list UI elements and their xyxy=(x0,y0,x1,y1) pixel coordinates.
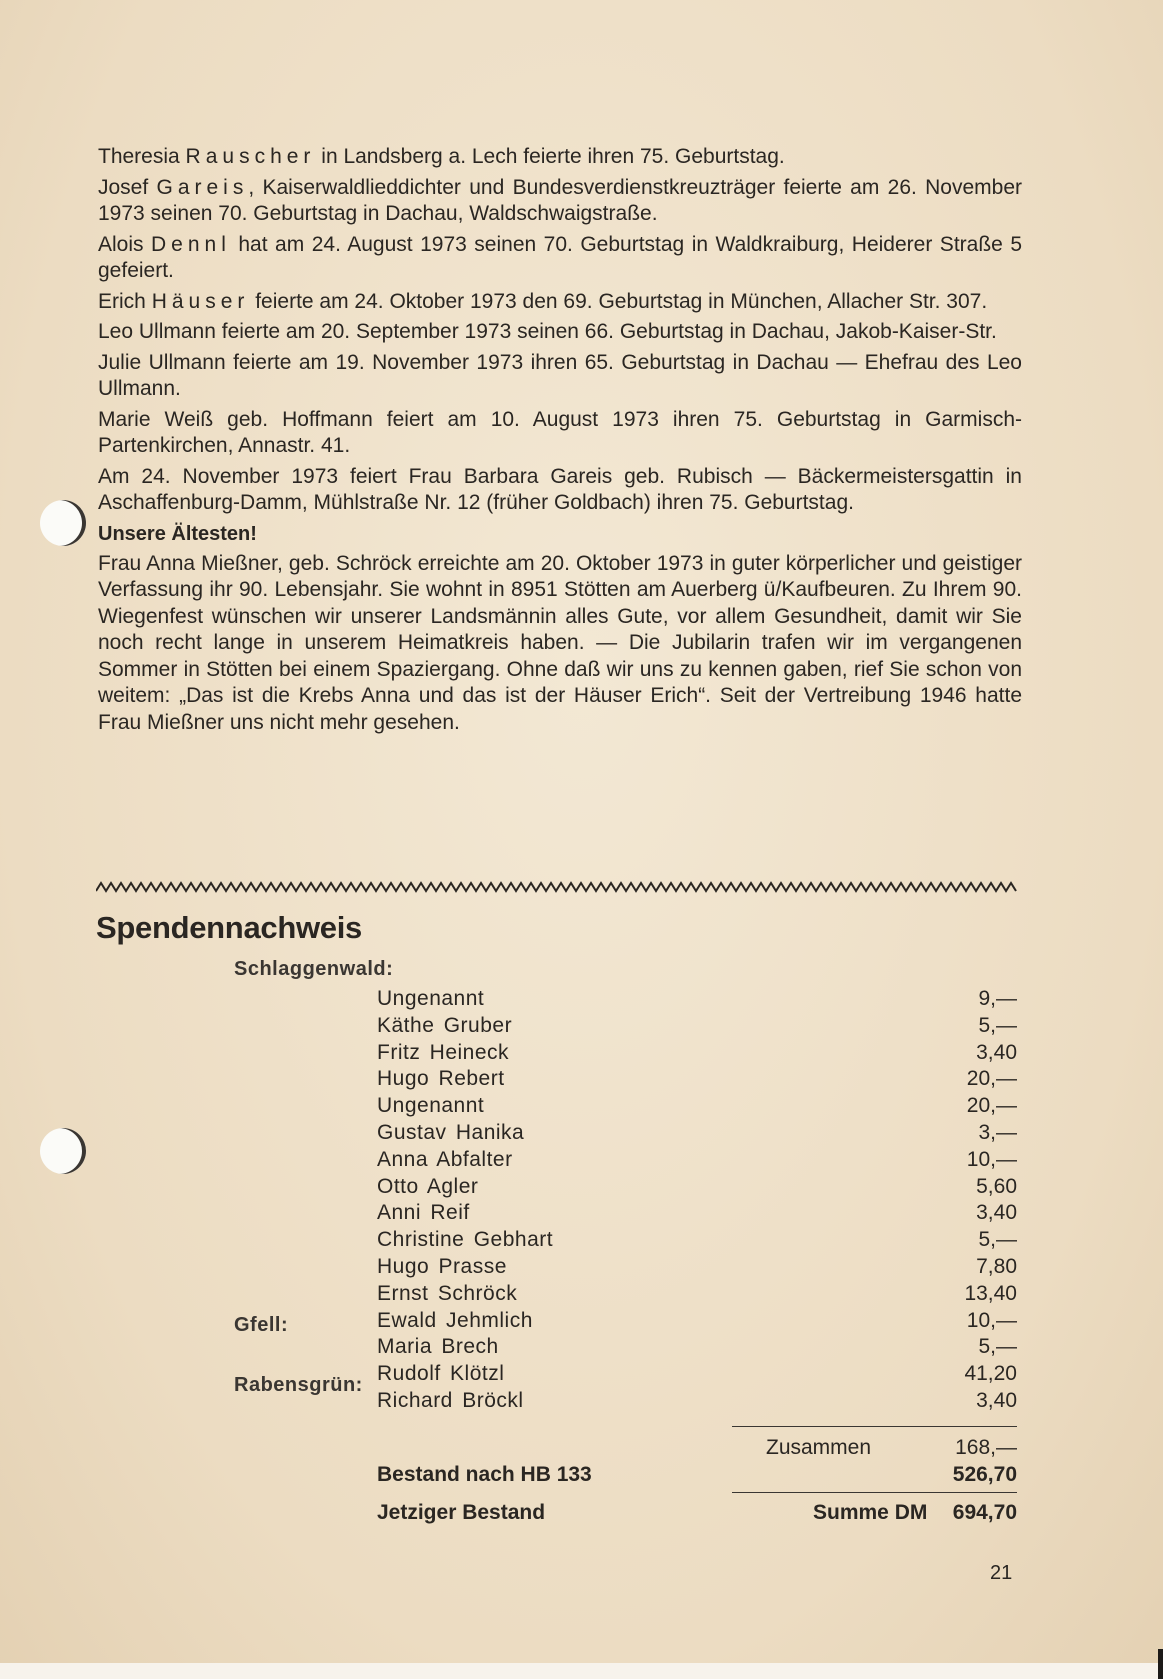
donation-amount: 3,40 xyxy=(976,1040,1017,1064)
punch-hole-bottom xyxy=(40,1128,86,1174)
donor-name: Ewald Jehmlich xyxy=(377,1308,533,1332)
donation-amount: 10,— xyxy=(966,1147,1017,1171)
donation-amount: 41,20 xyxy=(964,1362,1017,1386)
jetziger-label: Jetziger Bestand xyxy=(377,1501,546,1524)
donation-row xyxy=(377,1281,1017,1307)
bestand-label: Bestand nach HB 133 xyxy=(377,1463,592,1486)
spaced-name: Dennl xyxy=(151,232,231,256)
donation-amount: 10,— xyxy=(966,1308,1017,1332)
donor-name: Maria Brech xyxy=(377,1335,499,1359)
place-label: Gfell: xyxy=(234,1314,289,1336)
donor-name: Ungenannt xyxy=(377,987,485,1010)
donation-row xyxy=(377,1254,1017,1280)
donor-name: Anna Abfalter xyxy=(377,1147,513,1171)
donor-name: Ernst Schröck xyxy=(377,1281,518,1305)
donor-name: Ungenannt xyxy=(377,1094,485,1118)
place-label: Schlaggenwald: xyxy=(234,958,394,980)
donation-row xyxy=(377,1120,1017,1146)
birthday-entry: Leo Ullmann feierte am 20. September 1973 seinen 66. Geburtstag in Dachau, Jakob-Kaiser-Str. xyxy=(98,320,997,343)
donation-amount: 20,— xyxy=(966,1094,1017,1118)
birthday-entry: Alois Dennl hat am 24. August 1973 seinen 70. Geburtstag in Waldkraiburg, Heiderer Straße 5 gefeiert. xyxy=(98,232,1022,282)
birthday-section xyxy=(98,144,1022,740)
donation-amount: 5,— xyxy=(978,1013,1017,1037)
summe-label: Summe DM xyxy=(813,1501,928,1524)
zusammen-value: 168,— xyxy=(955,1436,1017,1459)
donor-name: Richard Bröckl xyxy=(377,1389,524,1412)
bestand-value: 526,70 xyxy=(952,1463,1017,1486)
donation-amount: 20,— xyxy=(966,1067,1017,1091)
donation-row xyxy=(377,1227,1017,1253)
donor-name: Anni Reif xyxy=(377,1201,470,1225)
donations-heading: Spendennachweis xyxy=(96,910,362,945)
summe-value: 694,70 xyxy=(952,1501,1017,1524)
scan-corner-mark xyxy=(1158,1649,1163,1679)
donor-name: Rudolf Klötzl xyxy=(377,1362,505,1386)
spaced-name: Häuser xyxy=(151,289,250,313)
sum-rule xyxy=(732,1492,1017,1493)
donation-amount: 5,— xyxy=(978,1228,1017,1252)
donation-row xyxy=(377,1013,1017,1039)
donation-row xyxy=(377,1334,1017,1360)
donation-row xyxy=(377,1066,1017,1092)
scan-bottom-strip xyxy=(0,1663,1163,1679)
zusammen-label: Zusammen xyxy=(766,1436,872,1459)
donation-amount: 13,40 xyxy=(964,1281,1017,1305)
eldest-subheading: Unsere Ältesten! xyxy=(98,522,257,545)
donation-amount: 3,40 xyxy=(976,1201,1017,1225)
birthday-entry: Josef Gareis, Kaiserwaldlieddichter und Bundesverdienstkreuzträger feierte am 26. November 1973 seinen 70. Geburtstag in Dachau, Waldschwaigstraße. xyxy=(98,175,1023,225)
donation-row xyxy=(377,1174,1017,1200)
donation-row xyxy=(377,1040,1017,1066)
place-label: Rabensgrün: xyxy=(234,1374,363,1396)
birthday-entry: Am 24. November 1973 feiert Frau Barbara Gareis geb. Rubisch — Bäckermeistersgattin in Aschaffenburg-Damm, Mühlstraße Nr. 12 (früher Goldbach) ihren 75. Geburtstag. xyxy=(98,464,1022,514)
page-number: 21 xyxy=(990,1562,1013,1584)
donor-name: Fritz Heineck xyxy=(377,1040,510,1064)
donation-amount: 5,— xyxy=(978,1335,1017,1359)
birthday-entry: Marie Weiß geb. Hoffmann feiert am 10. August 1973 ihren 75. Geburtstag in Garmisch-Partenkirchen, Annastr. 41. xyxy=(98,407,1022,457)
spaced-name: Gareis xyxy=(156,175,249,199)
donation-row xyxy=(377,986,1017,1012)
donation-amount: 3,40 xyxy=(976,1389,1017,1412)
sum-rule xyxy=(732,1426,1017,1427)
donation-row xyxy=(377,1147,1017,1173)
birthday-entry: Erich Häuser feierte am 24. Oktober 1973 den 69. Geburtstag in München, Allacher Str. 307. xyxy=(98,289,988,313)
donor-name: Christine Gebhart xyxy=(377,1228,554,1252)
donation-row xyxy=(377,1308,1017,1334)
donation-row xyxy=(377,1388,1017,1414)
donation-row xyxy=(377,1093,1017,1119)
punch-hole-top xyxy=(40,500,86,546)
donation-row xyxy=(377,1361,1017,1387)
donation-row xyxy=(377,1200,1017,1226)
birthday-entry: Julie Ullmann feierte am 19. November 1973 ihren 65. Geburtstag in Dachau — Ehefrau des Leo Ullmann. xyxy=(98,350,1022,400)
donation-amount: 3,— xyxy=(978,1121,1017,1144)
donation-amount: 9,— xyxy=(978,987,1017,1010)
spaced-name: Rauscher xyxy=(185,145,316,168)
zigzag-divider xyxy=(96,880,1020,896)
donation-amount: 7,80 xyxy=(976,1255,1017,1278)
donor-name: Hugo Prasse xyxy=(377,1255,507,1278)
donation-amount: 5,60 xyxy=(976,1174,1017,1198)
eldest-paragraph: Frau Anna Mießner, geb. Schröck erreichte am 20. Oktober 1973 in guter körperlicher und geistiger Verfassung ihr 90. Lebensjahr. Sie wohnt in 8951 Stötten am Auerberg ü/Kaufbeuren. Zu Ihrem 90. Wiegenfest wünschen wir unserer Landsmännin alles Gute, vor allem Gesundheit, damit wir Sie noch recht lange in unserem Heimatkreis haben. — Die Jubilarin trafen wir im vergangenen Sommer in Stötten bei einem Spaziergang. Ohne daß wir uns zu kennen gaben, rief Sie schon von weitem: „Das ist die Krebs Anna und das ist der Häuser Erich“. Seit der Vertreibung 1946 hatte Frau Mießner uns nicht mehr gesehen. xyxy=(98,551,1022,734)
donor-name: Gustav Hanika xyxy=(377,1121,525,1144)
donor-name: Käthe Gruber xyxy=(377,1013,513,1037)
donor-name: Hugo Rebert xyxy=(377,1067,505,1091)
donor-name: Otto Agler xyxy=(377,1174,479,1198)
birthday-entry: Theresia Rauscher in Landsberg a. Lech feierte ihren 75. Geburtstag. xyxy=(98,145,785,168)
